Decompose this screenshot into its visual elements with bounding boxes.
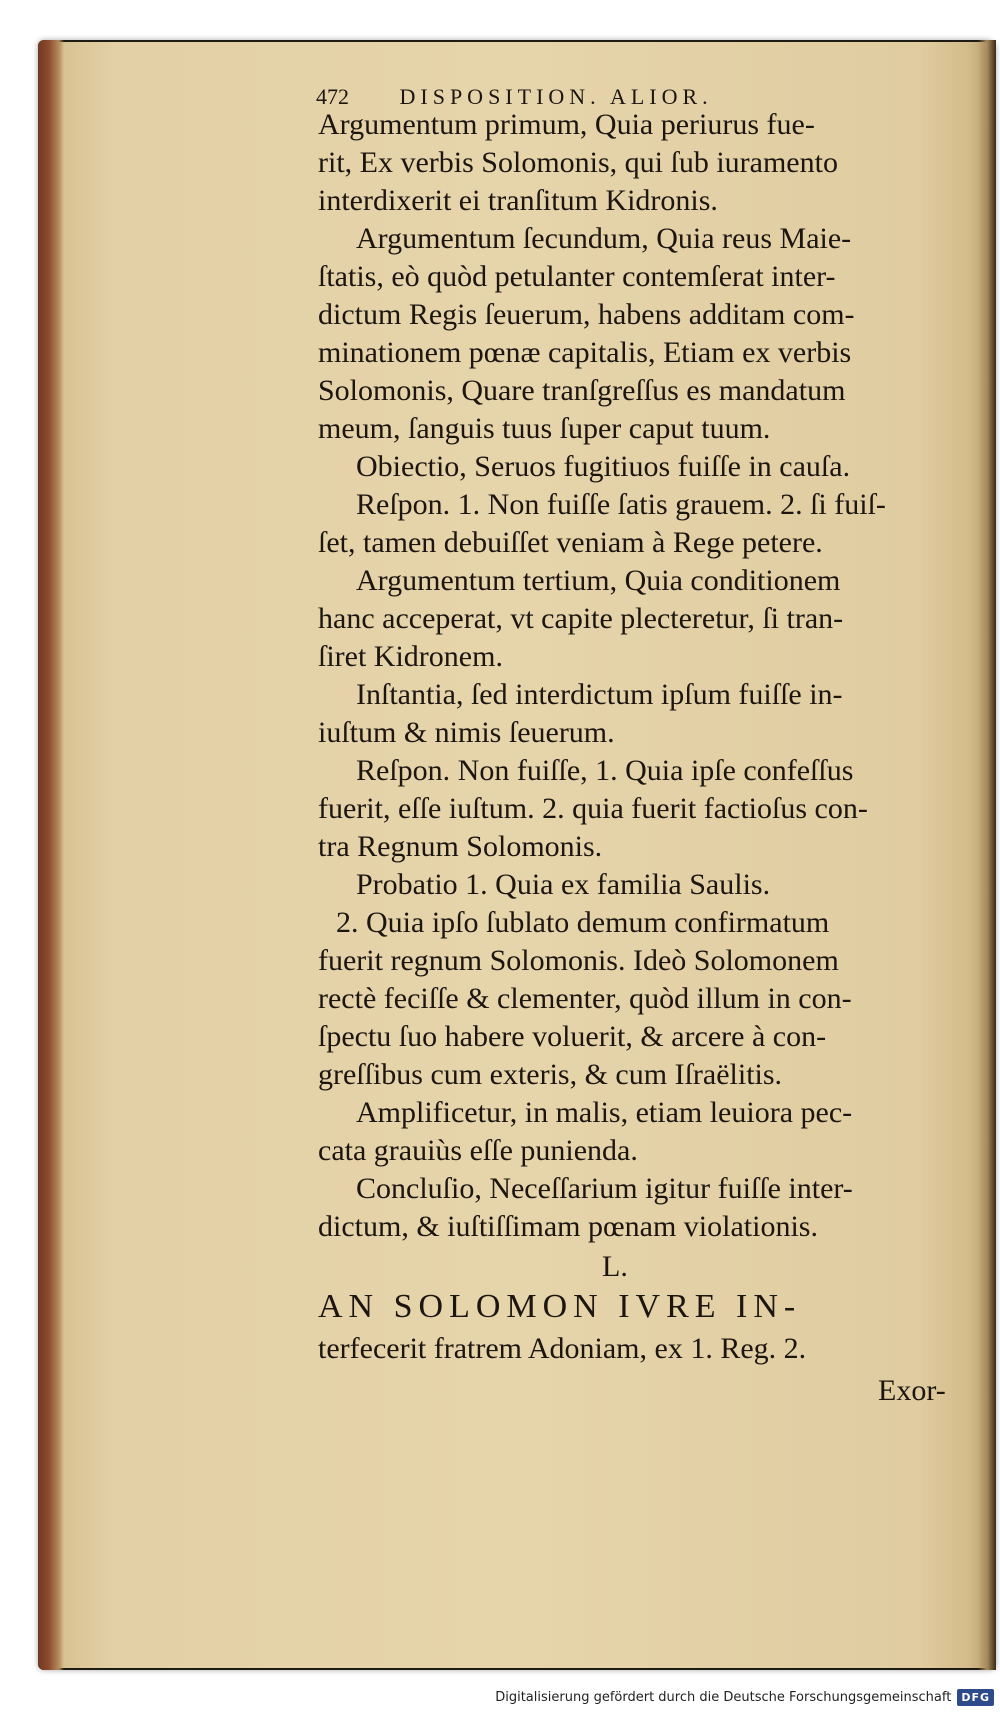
- dfg-logo: DFG: [957, 1689, 994, 1706]
- text-line: iuſtum & nimis ſeuerum.: [318, 716, 615, 749]
- text-line: Argumentum primum, Quia periurus fue-: [318, 108, 815, 141]
- section-number: L.: [602, 1250, 628, 1283]
- text-line: fuerit regnum Solomonis. Ideò Solomonem: [318, 944, 839, 977]
- digitization-footer: [34, 1684, 994, 1710]
- text-line: terfecerit fratrem Adoniam, ex 1. Reg. 2.: [318, 1332, 807, 1365]
- text-line: rectè feciſſe & clementer, quòd illum in con-: [318, 982, 852, 1015]
- text-line: 2. Quia ipſo ſublato demum confirmatum: [336, 906, 830, 939]
- text-line: hanc acceperat, vt capite plecteretur, ſi tran-: [318, 602, 844, 635]
- text-line: ſtatis, eò quòd petulanter contemſerat inter-: [318, 260, 836, 293]
- section-heading: AN SOLOMON IVRE IN-: [318, 1288, 802, 1325]
- text-line: dictum Regis ſeuerum, habens additam com-: [318, 298, 855, 331]
- text-line: Amplificetur, in malis, etiam leuiora pec-: [356, 1096, 853, 1129]
- text-line: Concluſio, Neceſſarium igitur fuiſſe inter-: [356, 1172, 853, 1205]
- text-line: fuerit, eſſe iuſtum. 2. quia fuerit factioſus con-: [318, 792, 868, 825]
- page-outer-edge: [978, 40, 996, 1670]
- text-line: Exor-: [878, 1374, 946, 1407]
- running-title: DISPOSITION. ALIOR.: [399, 84, 713, 109]
- text-line: Inſtantia, ſed interdictum ipſum fuiſſe in-: [356, 678, 843, 711]
- text-line: Reſpon. 1. Non fuiſſe ſatis grauem. 2. ſi fuiſ-: [356, 488, 886, 521]
- text-line: cata grauiùs eſſe punienda.: [318, 1134, 638, 1167]
- text-line: Reſpon. Non fuiſſe, 1. Quia ipſe confeſſus: [356, 754, 854, 787]
- text-line: Solomonis, Quare tranſgreſſus es mandatum: [318, 374, 846, 407]
- text-line: ſpectu ſuo habere voluerit, & arcere à con-: [318, 1020, 827, 1053]
- text-line: Argumentum ſecundum, Quia reus Maie-: [356, 222, 852, 255]
- text-line: Probatio 1. Quia ex familia Saulis.: [356, 868, 771, 901]
- text-line: interdixerit ei tranſitum Kidronis.: [318, 184, 718, 217]
- funding-credit: Digitalisierung gefördert durch die Deutsche Forschungsgemeinschaft: [495, 1689, 952, 1705]
- text-line: ſiret Kidronem.: [318, 640, 503, 673]
- text-line: tra Regnum Solomonis.: [318, 830, 603, 863]
- text-line: rit, Ex verbis Solomonis, qui ſub iuramento: [318, 146, 838, 179]
- text-line: Obiectio, Seruos fugitiuos fuiſſe in cauſa.: [356, 450, 851, 483]
- text-line: greſſibus cum exteris, & cum Iſraëlitis.: [318, 1058, 783, 1091]
- text-line: dictum, & iuſtiſſimam pœnam violationis.: [318, 1210, 818, 1243]
- page-binding-edge: [38, 40, 64, 1670]
- text-line: Argumentum tertium, Quia conditionem: [356, 564, 841, 597]
- text-line: ſet, tamen debuiſſet veniam à Rege petere.: [318, 526, 823, 559]
- text-line: minationem pœnæ capitalis, Etiam ex verbis: [318, 336, 852, 369]
- text-line: meum, ſanguis tuus ſuper caput tuum.: [318, 412, 771, 445]
- page-number: 472: [316, 84, 349, 109]
